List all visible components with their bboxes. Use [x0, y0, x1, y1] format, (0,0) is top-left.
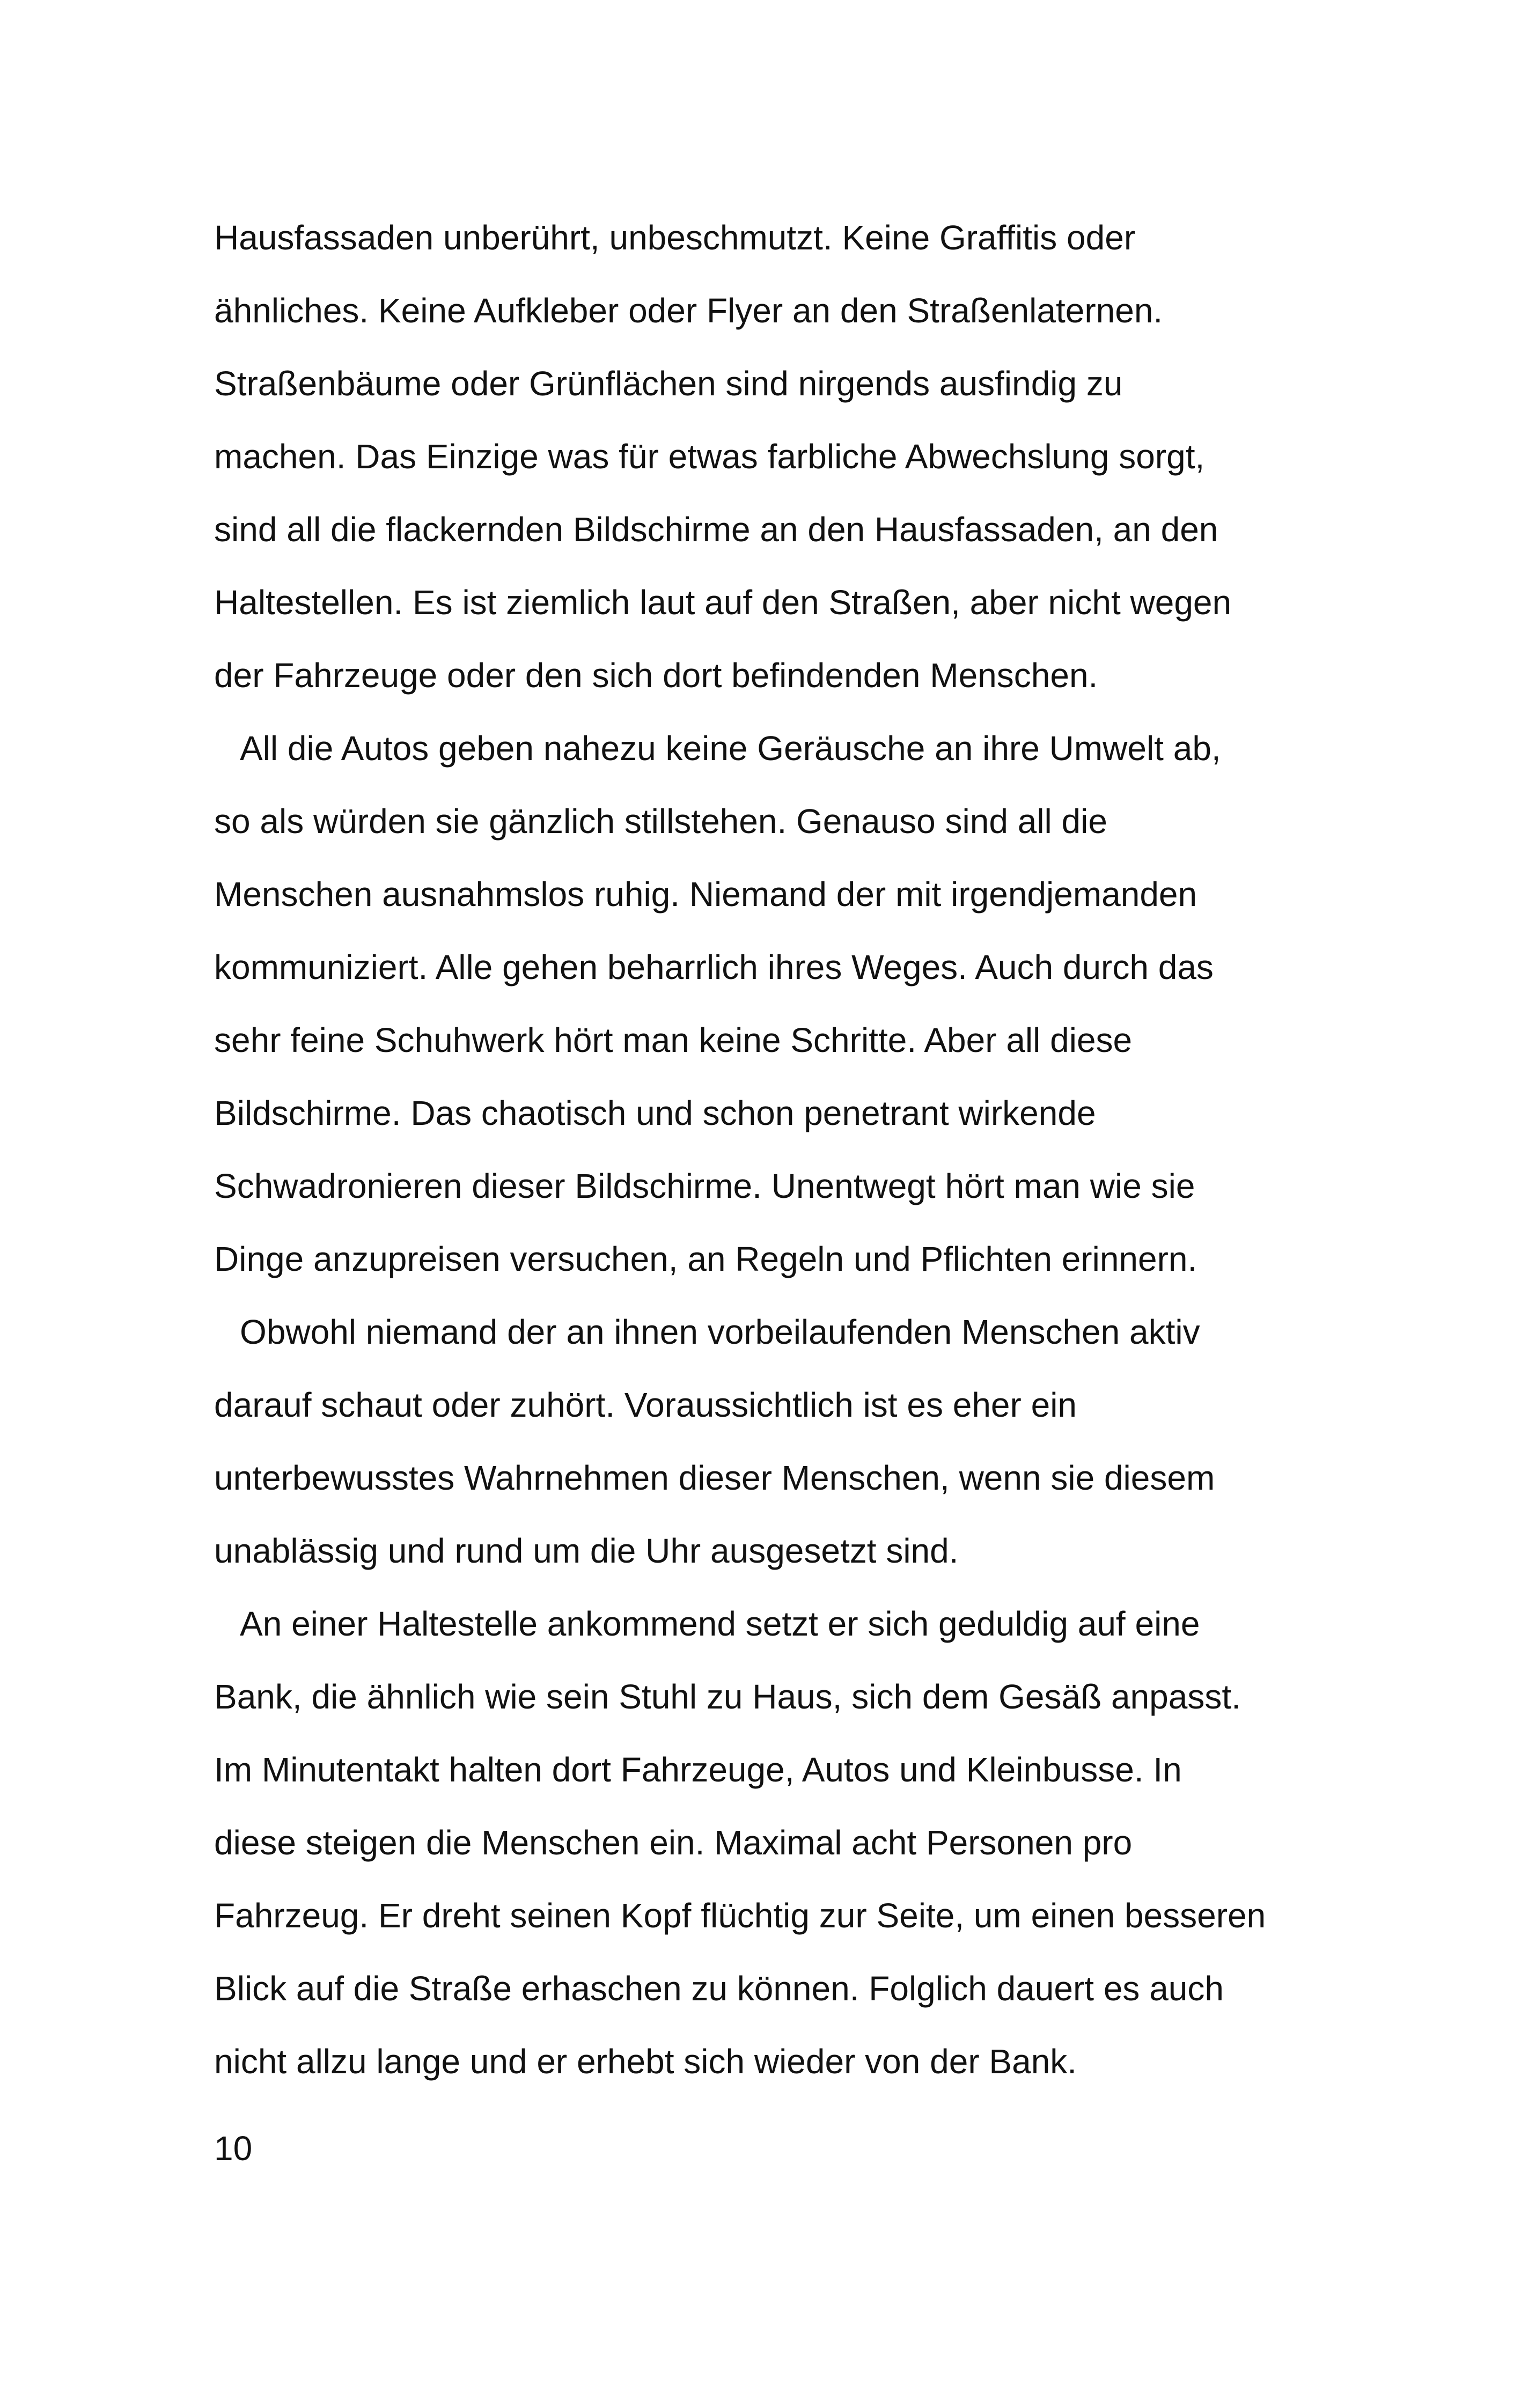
text-line: unablässig und rund um die Uhr ausgesetzt sind. — [214, 1531, 959, 1570]
text-line: diese steigen die Menschen ein. Maximal acht Personen pro — [214, 1823, 1133, 1862]
text-line: unterbewusstes Wahrnehmen dieser Menschen, wenn sie diesem — [214, 1459, 1215, 1497]
text-line: nicht allzu lange und er erhebt sich wieder von der Bank. — [214, 2042, 1077, 2081]
text-line: machen. Das Einzige was für etwas farbliche Abwechslung sorgt, — [214, 437, 1205, 476]
text-line: Straßenbäume oder Grünflächen sind nirgends ausfindig zu — [214, 364, 1123, 403]
paragraph-start-line: Obwohl niemand der an ihnen vorbeilaufenden Menschen aktiv — [240, 1313, 1200, 1351]
text-line: kommuniziert. Alle gehen beharrlich ihres Weges. Auch durch das — [214, 948, 1214, 986]
text-line: Im Minutentakt halten dort Fahrzeuge, Autos und Kleinbusse. In — [214, 1750, 1182, 1789]
text-line: Haltestellen. Es ist ziemlich laut auf den Straßen, aber nicht wegen — [214, 583, 1232, 622]
body-text — [214, 213, 1362, 2110]
text-line: der Fahrzeuge oder den sich dort befindenden Menschen. — [214, 656, 1098, 695]
text-line: so als würden sie gänzlich stillstehen. Genauso sind all die — [214, 802, 1107, 841]
page-number: 10 — [214, 2129, 253, 2168]
text-line: Hausfassaden unberührt, unbeschmutzt. Keine Graffitis oder — [214, 218, 1136, 257]
paragraph-start-line: All die Autos geben nahezu keine Geräusche an ihre Umwelt ab, — [240, 729, 1221, 768]
paragraph-start-line: An einer Haltestelle ankommend setzt er sich geduldig auf eine — [240, 1604, 1200, 1643]
text-line: sind all die flackernden Bildschirme an den Hausfassaden, an den — [214, 510, 1218, 549]
text-line: Menschen ausnahmslos ruhig. Niemand der mit irgendjemanden — [214, 875, 1197, 914]
text-line: sehr feine Schuhwerk hört man keine Schritte. Aber all diese — [214, 1021, 1133, 1059]
text-line: darauf schaut oder zuhört. Voraussichtlich ist es eher ein — [214, 1386, 1077, 1424]
text-line: Dinge anzupreisen versuchen, an Regeln und Pflichten erinnern. — [214, 1240, 1197, 1278]
text-line: Bank, die ähnlich wie sein Stuhl zu Haus, sich dem Gesäß anpasst. — [214, 1677, 1241, 1716]
text-line: Fahrzeug. Er dreht seinen Kopf flüchtig zur Seite, um einen besseren — [214, 1896, 1266, 1935]
text-line: Bildschirme. Das chaotisch und schon penetrant wirkende — [214, 1094, 1096, 1132]
text-line: Schwadronieren dieser Bildschirme. Unentwegt hört man wie sie — [214, 1167, 1195, 1205]
text-line: ähnliches. Keine Aufkleber oder Flyer an den Straßenlaternen. — [214, 291, 1163, 330]
text-line: Blick auf die Straße erhaschen zu können. Folglich dauert es auch — [214, 1969, 1224, 2008]
